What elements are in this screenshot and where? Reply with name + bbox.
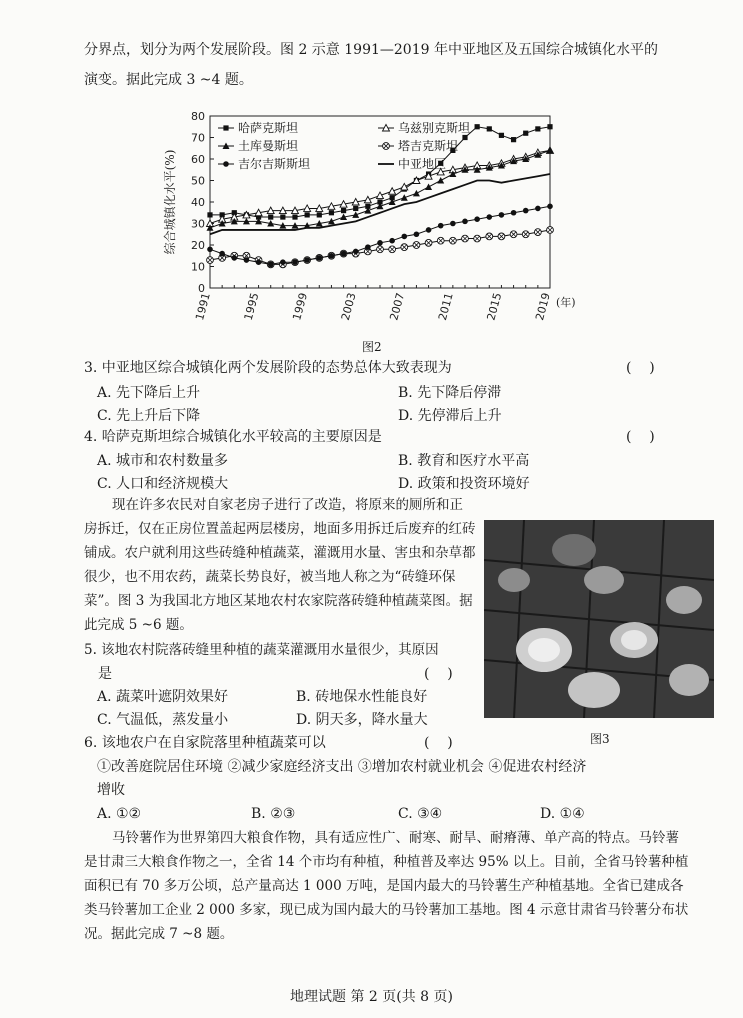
point-kazakhstan	[475, 124, 480, 129]
point-kyrgyzstan	[499, 212, 505, 218]
point-kazakhstan	[329, 210, 334, 215]
point-kyrgyzstan	[244, 257, 250, 263]
point-uzbekistan	[364, 196, 371, 203]
q4-option-b: B. 教育和医疗水平高	[398, 453, 530, 469]
y-tick-label: 80	[191, 110, 205, 123]
point-kyrgyzstan	[231, 255, 237, 261]
point-kyrgyzstan	[353, 249, 359, 255]
q4-option-a: A. 城市和农村数量多	[97, 453, 229, 469]
x-tick-label: 2007	[387, 291, 408, 322]
point-kyrgyzstan	[486, 214, 492, 220]
q5-stem-2: 是	[98, 666, 112, 682]
point-kazakhstan	[462, 135, 467, 140]
point-turkmenistan	[425, 183, 432, 190]
point-kazakhstan	[353, 206, 358, 211]
point-kyrgyzstan	[329, 253, 335, 259]
q5-option-c: C. 气温低，蒸发量小	[97, 712, 229, 728]
point-kazakhstan	[280, 214, 285, 219]
point-kazakhstan	[223, 125, 228, 130]
legend-label: 乌兹别克斯坦	[398, 121, 471, 135]
point-uzbekistan	[377, 192, 384, 199]
intro-line-1: 分界点，划分为两个发展阶段。图 2 示意 1991—2019 年中亚地区及五国综合城镇化水平的	[84, 42, 658, 58]
point-kazakhstan	[535, 126, 540, 131]
point-kyrgyzstan	[511, 210, 517, 216]
figure-2-caption: 图2	[362, 340, 382, 354]
point-kyrgyzstan	[450, 221, 456, 227]
y-tick-label: 0	[198, 282, 205, 295]
q6-option-a: A. ①②	[97, 806, 142, 822]
q6-answer-paren: ( )	[424, 735, 453, 751]
y-tick-label: 60	[191, 153, 205, 166]
point-kazakhstan	[317, 212, 322, 217]
point-turkmenistan	[352, 211, 359, 218]
y-tick-label: 30	[191, 217, 205, 231]
legend-label: 中亚地区	[398, 157, 447, 171]
legend-label: 土库曼斯坦	[238, 139, 299, 153]
point-kazakhstan	[547, 124, 552, 129]
q5-option-b: B. 砖地保水性能良好	[296, 689, 428, 705]
q4-option-c: C. 人口和经济规模大	[97, 476, 229, 492]
q5-answer-paren: ( )	[424, 666, 453, 682]
legend-label: 吉尔吉斯斯坦	[238, 157, 311, 171]
point-kazakhstan	[499, 133, 504, 138]
point-kyrgyzstan	[426, 227, 432, 233]
point-kazakhstan	[305, 212, 310, 217]
x-axis-label: (年)	[556, 296, 576, 309]
legend-label: 哈萨克斯坦	[238, 121, 299, 135]
q3-answer-paren: ( )	[626, 360, 655, 376]
x-tick-label: 2011	[435, 291, 456, 322]
q5-option-a: A. 蔬菜叶遮阴效果好	[97, 689, 229, 705]
page-footer: 地理试题 第 2 页(共 8 页)	[290, 989, 453, 1005]
q3-stem: 3. 中亚地区综合城镇化两个发展阶段的态势总体大致表现为	[84, 360, 452, 376]
y-tick-label: 20	[191, 239, 205, 252]
q3-option-b: B. 先下降后停滞	[398, 385, 502, 401]
point-kyrgyzstan	[438, 223, 444, 229]
q6-stem: 6. 该地农户在自家院落里种植蔬菜可以	[84, 735, 326, 751]
point-turkmenistan	[401, 194, 408, 201]
point-kyrgyzstan	[223, 161, 229, 167]
point-kyrgyzstan	[462, 219, 468, 225]
passage-potato: 马铃薯作为世界第四大粮食作物，具有适应性广、耐寒、耐旱、耐瘠薄、单产高的特点。马铃薯是甘肃三大粮食作物之一，全省 14 个市均有种植，种植普及率达 95% 以上。目前，全省马铃薯种植面积已有 70 多万公顷，总产量高达 1 000 万吨，是国内最大的马铃薯生产种植基地。全省已建成各类马铃薯加工企业 2 000 多家，现已成为国内最大的马铃薯加工基地。图 4 示意甘肃省马铃薯分布状况。据此完成 7 ~8 题。	[84, 830, 689, 942]
point-kazakhstan	[523, 131, 528, 136]
point-kyrgyzstan	[256, 259, 262, 265]
point-kazakhstan	[207, 212, 212, 217]
x-tick-label: 2015	[484, 291, 505, 322]
q6-items-2: 增收	[97, 782, 125, 798]
point-turkmenistan	[437, 177, 444, 184]
x-tick-label: 2003	[338, 291, 359, 322]
q6-option-c: C. ③④	[398, 806, 443, 822]
q4-option-d: D. 政策和投资环境好	[398, 476, 530, 492]
q3-option-c: C. 先上升后下降	[97, 408, 201, 424]
y-tick-label: 40	[191, 196, 205, 209]
point-kyrgyzstan	[292, 259, 298, 265]
point-kyrgyzstan	[280, 259, 286, 265]
point-kyrgyzstan	[304, 257, 310, 263]
q4-answer-paren: ( )	[626, 429, 655, 445]
y-axis-label: 综合城镇化水平(%)	[163, 149, 177, 255]
point-kazakhstan	[268, 214, 273, 219]
point-turkmenistan	[547, 147, 554, 154]
q6-option-d: D. ①④	[540, 806, 585, 822]
point-kyrgyzstan	[365, 244, 371, 250]
q5-option-d: D. 阴天多，降水量大	[296, 712, 428, 728]
q3-option-d: D. 先停滞后上升	[398, 408, 502, 424]
point-kyrgyzstan	[474, 216, 480, 222]
point-kyrgyzstan	[523, 208, 529, 214]
y-tick-label: 50	[191, 174, 205, 188]
q5-stem-1: 5. 该地农村院落砖缝里种植的蔬菜灌溉用水量很少，其原因	[84, 642, 439, 658]
point-kazakhstan	[511, 137, 516, 142]
passage-brick-vegetables: 现在许多农民对自家老房子进行了改造，将原来的厕所和正房拆迁，仅在正房位置盖起两层楼房，地面多用拆迁后废弃的红砖铺成。农户就利用这些砖缝种植蔬菜，灌溉用水量、害虫和杂草都很少，也不用农药，蔬菜长势良好，被当地人称之为“砖缝环保菜”。图 3 为我国北方地区某地农村农家院落砖缝种植蔬菜图。据此完成 5 ~6 题。	[84, 497, 476, 633]
point-kyrgyzstan	[268, 262, 274, 268]
point-kyrgyzstan	[547, 204, 553, 210]
q4-stem: 4. 哈萨克斯坦综合城镇化水平较高的主要原因是	[84, 429, 382, 445]
q6-items: ①改善庭院居住环境 ②减少家庭经济支出 ③增加农村就业机会 ④促进农村经济	[97, 759, 587, 775]
figure-3-caption: 图3	[590, 732, 610, 746]
y-tick-label: 70	[191, 131, 205, 145]
point-kyrgyzstan	[414, 231, 420, 237]
figure-3-photo	[484, 520, 714, 718]
point-kazakhstan	[487, 126, 492, 131]
point-kyrgyzstan	[401, 234, 407, 240]
q3-option-a: A. 先下降后上升	[97, 385, 201, 401]
point-kyrgyzstan	[377, 240, 383, 246]
point-turkmenistan	[328, 218, 335, 225]
point-kyrgyzstan	[207, 247, 213, 253]
point-kyrgyzstan	[341, 251, 347, 257]
point-kazakhstan	[341, 208, 346, 213]
point-kyrgyzstan	[219, 251, 225, 257]
x-tick-label: 1995	[241, 291, 262, 322]
x-tick-label: 1999	[290, 291, 311, 322]
point-kyrgyzstan	[389, 238, 395, 244]
intro-line-2: 演变。据此完成 3 ~4 题。	[84, 72, 253, 88]
y-tick-label: 10	[191, 260, 205, 274]
x-tick-label: 1991	[193, 291, 213, 322]
point-kazakhstan	[292, 214, 297, 219]
figure-2-chart	[160, 108, 580, 333]
point-kyrgyzstan	[535, 206, 541, 212]
q6-option-b: B. ②③	[251, 806, 296, 822]
x-tick-label: 2019	[533, 291, 553, 322]
point-turkmenistan	[413, 190, 420, 197]
point-kyrgyzstan	[316, 255, 322, 261]
point-uzbekistan	[389, 188, 396, 195]
legend-label: 塔吉克斯坦	[398, 139, 459, 153]
